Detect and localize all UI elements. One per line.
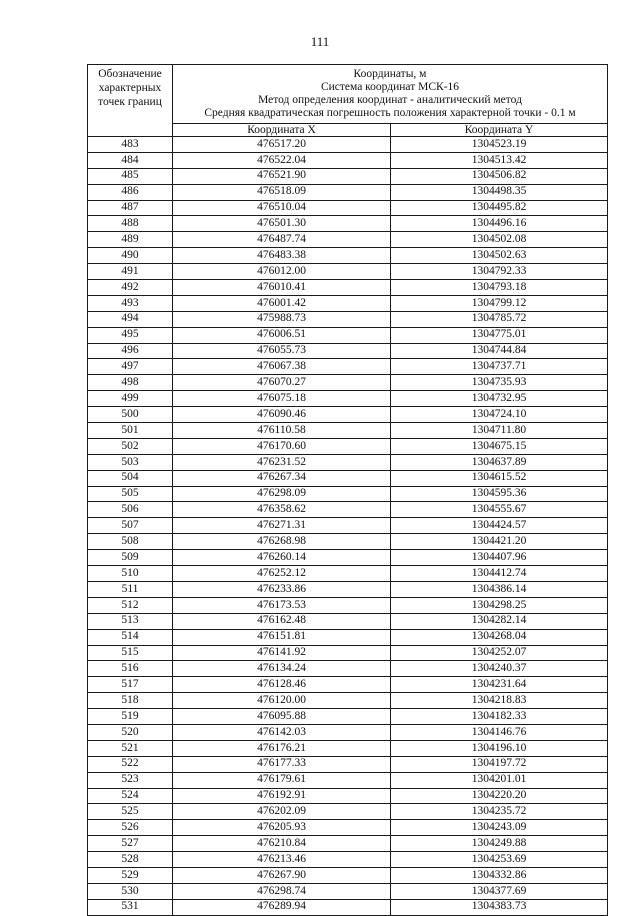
table-row <box>88 550 608 566</box>
coordinate-x-cell: 475988.73 <box>173 311 391 327</box>
point-number-cell: 515 <box>88 645 173 661</box>
coordinate-x-cell: 476289.94 <box>173 899 391 915</box>
coordinate-x-cell: 476202.09 <box>173 804 391 820</box>
table-row <box>88 375 608 391</box>
coordinate-y-cell: 1304421.20 <box>391 534 608 550</box>
coordinate-x-cell: 476501.30 <box>173 216 391 232</box>
point-number-cell: 499 <box>88 391 173 407</box>
coordinate-y-cell: 1304615.52 <box>391 470 608 486</box>
point-number-cell: 500 <box>88 407 173 423</box>
point-number-cell: 487 <box>88 200 173 216</box>
table-row <box>88 597 608 613</box>
point-number-cell: 519 <box>88 709 173 725</box>
coordinate-x-cell: 476173.53 <box>173 597 391 613</box>
coordinate-x-cell: 476055.73 <box>173 343 391 359</box>
table-row <box>88 852 608 868</box>
table-row <box>88 216 608 232</box>
table-row <box>88 327 608 343</box>
coordinate-x-cell: 476170.60 <box>173 438 391 454</box>
coordinate-y-cell: 1304637.89 <box>391 454 608 470</box>
coordinate-y-cell: 1304799.12 <box>391 295 608 311</box>
table-row <box>88 883 608 899</box>
point-number-cell: 525 <box>88 804 173 820</box>
point-number-cell: 506 <box>88 502 173 518</box>
table-row <box>88 168 608 184</box>
coordinate-y-cell: 1304196.10 <box>391 740 608 756</box>
coordinate-y-cell: 1304268.04 <box>391 629 608 645</box>
point-number-cell: 504 <box>88 470 173 486</box>
coordinates-table <box>87 64 608 916</box>
table-row <box>88 486 608 502</box>
coordinate-y-cell: 1304218.83 <box>391 693 608 709</box>
point-number-cell: 513 <box>88 613 173 629</box>
coordinate-x-cell: 476176.21 <box>173 740 391 756</box>
point-number-cell: 520 <box>88 724 173 740</box>
point-number-cell: 527 <box>88 836 173 852</box>
point-number-cell: 493 <box>88 295 173 311</box>
coordinate-y-cell: 1304243.09 <box>391 820 608 836</box>
coordinate-y-cell: 1304253.69 <box>391 852 608 868</box>
table-row <box>88 232 608 248</box>
coordinate-x-cell: 476070.27 <box>173 375 391 391</box>
point-number-cell: 502 <box>88 438 173 454</box>
coordinate-y-cell: 1304231.64 <box>391 677 608 693</box>
coordinate-x-cell: 476510.04 <box>173 200 391 216</box>
coordinate-y-cell: 1304146.76 <box>391 724 608 740</box>
coordinate-y-cell: 1304792.33 <box>391 264 608 280</box>
table-row <box>88 200 608 216</box>
point-number-cell: 521 <box>88 740 173 756</box>
table-row <box>88 407 608 423</box>
coordinate-x-cell: 476522.04 <box>173 152 391 168</box>
point-number-cell: 530 <box>88 883 173 899</box>
coordinate-y-cell: 1304220.20 <box>391 788 608 804</box>
coordinate-x-cell: 476151.81 <box>173 629 391 645</box>
point-number-cell: 496 <box>88 343 173 359</box>
point-number-cell: 492 <box>88 280 173 296</box>
coordinate-x-cell: 476162.48 <box>173 613 391 629</box>
coordinate-x-cell: 476271.31 <box>173 518 391 534</box>
point-number-cell: 526 <box>88 820 173 836</box>
table-row <box>88 184 608 200</box>
coordinate-x-cell: 476483.38 <box>173 248 391 264</box>
coordinate-y-cell: 1304502.08 <box>391 232 608 248</box>
point-number-cell: 484 <box>88 152 173 168</box>
coordinate-x-cell: 476231.52 <box>173 454 391 470</box>
coordinate-y-cell: 1304785.72 <box>391 311 608 327</box>
coordinate-x-cell: 476179.61 <box>173 772 391 788</box>
table-row <box>88 518 608 534</box>
coordinate-x-cell: 476268.98 <box>173 534 391 550</box>
table-row <box>88 867 608 883</box>
point-number-cell: 503 <box>88 454 173 470</box>
point-number-cell: 510 <box>88 566 173 582</box>
coordinate-x-cell: 476110.58 <box>173 423 391 439</box>
point-number-cell: 516 <box>88 661 173 677</box>
coordinate-x-cell: 476120.00 <box>173 693 391 709</box>
point-number-cell: 529 <box>88 867 173 883</box>
coordinate-y-cell: 1304298.25 <box>391 597 608 613</box>
point-number-cell: 512 <box>88 597 173 613</box>
table-row <box>88 677 608 693</box>
coordinate-x-cell: 476517.20 <box>173 137 391 153</box>
coordinate-y-cell: 1304737.71 <box>391 359 608 375</box>
table-row <box>88 566 608 582</box>
coordinate-x-cell: 476487.74 <box>173 232 391 248</box>
table-row <box>88 280 608 296</box>
coordinate-x-cell: 476141.92 <box>173 645 391 661</box>
point-number-cell: 501 <box>88 423 173 439</box>
table-row <box>88 899 608 915</box>
coordinate-y-cell: 1304282.14 <box>391 613 608 629</box>
table-row <box>88 391 608 407</box>
table-row <box>88 295 608 311</box>
coordinate-y-cell: 1304724.10 <box>391 407 608 423</box>
coordinate-x-cell: 476298.09 <box>173 486 391 502</box>
point-number-cell: 485 <box>88 168 173 184</box>
table-row <box>88 772 608 788</box>
coordinate-x-cell: 476233.86 <box>173 581 391 597</box>
coordinate-y-cell: 1304502.63 <box>391 248 608 264</box>
coordinate-y-cell: 1304424.57 <box>391 518 608 534</box>
coordinate-x-header: Координата X <box>173 124 391 137</box>
point-number-cell: 507 <box>88 518 173 534</box>
coordinate-y-cell: 1304412.74 <box>391 566 608 582</box>
table-row <box>88 502 608 518</box>
coordinates-header: Координаты, м Система координат МСК-16 Метод определения координат - аналитический метод Средняя квадратическая погрешность положения характерной точки - 0.1 м <box>173 65 608 124</box>
coordinate-y-cell: 1304407.96 <box>391 550 608 566</box>
coordinate-x-cell: 476358.62 <box>173 502 391 518</box>
point-number-cell: 517 <box>88 677 173 693</box>
coordinate-x-cell: 476001.42 <box>173 295 391 311</box>
point-number-cell: 495 <box>88 327 173 343</box>
coordinate-y-cell: 1304506.82 <box>391 168 608 184</box>
table-row <box>88 804 608 820</box>
coordinates-table-body <box>88 137 608 916</box>
coordinate-x-cell: 476518.09 <box>173 184 391 200</box>
table-row <box>88 645 608 661</box>
table-row <box>88 613 608 629</box>
table-row <box>88 343 608 359</box>
point-number-cell: 518 <box>88 693 173 709</box>
table-row <box>88 581 608 597</box>
coordinate-y-cell: 1304744.84 <box>391 343 608 359</box>
table-row <box>88 661 608 677</box>
table-row <box>88 311 608 327</box>
coordinate-y-cell: 1304235.72 <box>391 804 608 820</box>
point-number-cell: 505 <box>88 486 173 502</box>
coordinate-y-cell: 1304523.19 <box>391 137 608 153</box>
coordinate-y-cell: 1304383.73 <box>391 899 608 915</box>
coordinate-y-cell: 1304249.88 <box>391 836 608 852</box>
coordinate-x-cell: 476252.12 <box>173 566 391 582</box>
table-row <box>88 454 608 470</box>
point-number-cell: 486 <box>88 184 173 200</box>
coordinate-x-cell: 476142.03 <box>173 724 391 740</box>
coordinate-y-cell: 1304386.14 <box>391 581 608 597</box>
point-number-cell: 491 <box>88 264 173 280</box>
point-number-cell: 489 <box>88 232 173 248</box>
table-row <box>88 836 608 852</box>
coordinate-y-cell: 1304555.67 <box>391 502 608 518</box>
coordinate-y-cell: 1304775.01 <box>391 327 608 343</box>
coordinate-x-cell: 476298.74 <box>173 883 391 899</box>
table-row <box>88 152 608 168</box>
table-row <box>88 438 608 454</box>
coordinate-x-cell: 476075.18 <box>173 391 391 407</box>
coordinate-x-cell: 476521.90 <box>173 168 391 184</box>
table-row <box>88 248 608 264</box>
coordinate-y-cell: 1304495.82 <box>391 200 608 216</box>
coordinate-y-cell: 1304513.42 <box>391 152 608 168</box>
table-row <box>88 470 608 486</box>
coordinate-x-cell: 476010.41 <box>173 280 391 296</box>
point-number-cell: 483 <box>88 137 173 153</box>
coordinate-x-cell: 476095.88 <box>173 709 391 725</box>
table-row <box>88 693 608 709</box>
table-row <box>88 820 608 836</box>
point-number-cell: 488 <box>88 216 173 232</box>
table-row <box>88 359 608 375</box>
coordinate-y-cell: 1304732.95 <box>391 391 608 407</box>
coordinate-x-cell: 476006.51 <box>173 327 391 343</box>
coordinate-x-cell: 476128.46 <box>173 677 391 693</box>
table-row <box>88 756 608 772</box>
coordinate-y-cell: 1304793.18 <box>391 280 608 296</box>
point-number-cell: 498 <box>88 375 173 391</box>
coordinate-x-cell: 476267.34 <box>173 470 391 486</box>
table-row <box>88 137 608 153</box>
coordinate-y-header: Координата Y <box>391 124 608 137</box>
coordinate-x-cell: 476067.38 <box>173 359 391 375</box>
table-row <box>88 709 608 725</box>
coordinate-x-cell: 476205.93 <box>173 820 391 836</box>
coordinate-x-cell: 476012.00 <box>173 264 391 280</box>
point-number-cell: 508 <box>88 534 173 550</box>
coordinate-y-cell: 1304496.16 <box>391 216 608 232</box>
coordinate-y-cell: 1304240.37 <box>391 661 608 677</box>
point-number-cell: 511 <box>88 581 173 597</box>
coordinate-x-cell: 476267.90 <box>173 867 391 883</box>
coordinate-y-cell: 1304332.86 <box>391 867 608 883</box>
coordinate-x-cell: 476213.46 <box>173 852 391 868</box>
coordinate-y-cell: 1304711.80 <box>391 423 608 439</box>
coordinate-y-cell: 1304377.69 <box>391 883 608 899</box>
point-number-cell: 522 <box>88 756 173 772</box>
table-row <box>88 788 608 804</box>
coordinate-y-cell: 1304252.07 <box>391 645 608 661</box>
coordinate-y-cell: 1304498.35 <box>391 184 608 200</box>
point-designation-header: Обозначение характерных точек границ <box>88 65 173 137</box>
point-number-cell: 490 <box>88 248 173 264</box>
coordinate-y-cell: 1304735.93 <box>391 375 608 391</box>
point-number-cell: 531 <box>88 899 173 915</box>
table-row <box>88 534 608 550</box>
coordinate-x-cell: 476177.33 <box>173 756 391 772</box>
page-number: 111 <box>310 34 330 49</box>
coordinate-y-cell: 1304197.72 <box>391 756 608 772</box>
point-number-cell: 497 <box>88 359 173 375</box>
coordinate-y-cell: 1304201.01 <box>391 772 608 788</box>
point-number-cell: 494 <box>88 311 173 327</box>
coordinate-y-cell: 1304675.15 <box>391 438 608 454</box>
point-number-cell: 523 <box>88 772 173 788</box>
table-row <box>88 629 608 645</box>
table-row <box>88 724 608 740</box>
coordinate-x-cell: 476260.14 <box>173 550 391 566</box>
point-number-cell: 509 <box>88 550 173 566</box>
coordinate-y-cell: 1304182.33 <box>391 709 608 725</box>
point-number-cell: 514 <box>88 629 173 645</box>
point-number-cell: 528 <box>88 852 173 868</box>
table-row <box>88 264 608 280</box>
coordinate-x-cell: 476090.46 <box>173 407 391 423</box>
coordinate-y-cell: 1304595.36 <box>391 486 608 502</box>
coordinate-x-cell: 476210.84 <box>173 836 391 852</box>
coordinate-x-cell: 476134.24 <box>173 661 391 677</box>
point-number-cell: 524 <box>88 788 173 804</box>
table-row <box>88 740 608 756</box>
table-row <box>88 423 608 439</box>
coordinate-x-cell: 476192.91 <box>173 788 391 804</box>
